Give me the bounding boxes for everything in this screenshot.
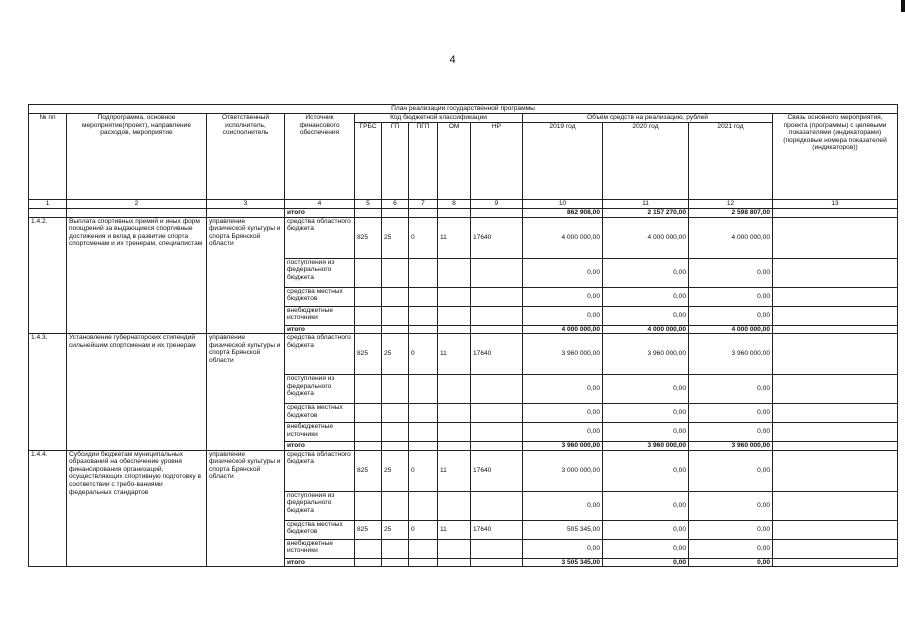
amount-2021: 0,00 (689, 375, 773, 404)
gp-cell (382, 375, 409, 404)
amount-2020: 0,00 (603, 539, 689, 558)
nr-cell: 17640 (471, 450, 523, 491)
column-number-cell: 9 (471, 200, 523, 209)
plan-title: План реализации государственной программы (29, 105, 898, 114)
funding-source: поступления из федерального бюджета (285, 258, 355, 287)
plan-table (28, 104, 898, 567)
amount-2020: 0,00 (603, 258, 689, 287)
amount-2021: 0,00 (689, 450, 773, 491)
amount-2021: 0,00 (689, 520, 773, 539)
pgp-cell: 0 (409, 450, 438, 491)
column-numbers-row (29, 200, 898, 209)
indicator-link-cell (773, 325, 898, 334)
summary-top-label: итого (285, 209, 355, 218)
empty-code-cell (355, 558, 382, 567)
grbs-cell (355, 491, 382, 520)
funding-source: средства областного бюджета (285, 217, 355, 258)
column-number-cell: 4 (285, 200, 355, 209)
empty-code-cell (409, 558, 438, 567)
pgp-cell (409, 539, 438, 558)
amount-2020: 0,00 (603, 404, 689, 423)
funding-row (29, 334, 898, 375)
om-cell: 11 (438, 217, 471, 258)
nr-cell (471, 491, 523, 520)
om-cell (438, 375, 471, 404)
gp-cell: 25 (382, 217, 409, 258)
nr-cell: 17640 (471, 217, 523, 258)
indicator-link-cell (773, 520, 898, 539)
total-2019: 3 960 000,00 (523, 442, 603, 451)
gp-cell (382, 491, 409, 520)
amount-2020: 0,00 (603, 491, 689, 520)
col-grbs-header: ГРБС (355, 123, 382, 200)
gp-cell: 25 (382, 520, 409, 539)
column-number-cell: 12 (689, 200, 773, 209)
section-executor: управление физической культуры и спорта Брянской области (207, 334, 285, 451)
amount-2019: 0,00 (523, 258, 603, 287)
nr-cell (471, 539, 523, 558)
gp-cell (382, 287, 409, 306)
om-cell (438, 287, 471, 306)
empty-code-cell (382, 558, 409, 567)
total-2020: 4 000 000,00 (603, 325, 689, 334)
gp-cell (382, 404, 409, 423)
indicator-link-cell (773, 306, 898, 325)
section-total-label: итого (285, 325, 355, 334)
amount-2021: 4 000 000,00 (689, 217, 773, 258)
amount-2019: 3 960 000,00 (523, 334, 603, 375)
col-2019-header: 2019 год (523, 123, 603, 200)
page-number: 4 (449, 54, 456, 66)
om-cell: 11 (438, 334, 471, 375)
section-executor: управление физической культуры и спорта Брянской области (207, 450, 285, 567)
indicator-link-cell (773, 539, 898, 558)
empty-code-cell (382, 442, 409, 451)
gp-cell: 25 (382, 334, 409, 375)
empty-code-cell (409, 325, 438, 334)
column-number-cell: 11 (603, 200, 689, 209)
total-2021: 0,00 (689, 558, 773, 567)
grbs-cell (355, 306, 382, 325)
grbs-cell (355, 258, 382, 287)
section-total-label: итого (285, 442, 355, 451)
amount-2021: 0,00 (689, 306, 773, 325)
om-cell (438, 491, 471, 520)
col-gp-header: ГП (382, 123, 409, 200)
col-program-header: Подпрограмма, основное мероприятие(проект), направление расходов, мероприятие (67, 114, 207, 200)
om-cell (438, 423, 471, 442)
amount-2020: 0,00 (603, 287, 689, 306)
section-total-label: итого (285, 558, 355, 567)
pgp-cell (409, 404, 438, 423)
section-executor: управление физической культуры и спорта Брянской области (207, 217, 285, 334)
grbs-cell: 825 (355, 520, 382, 539)
summary-top-2019: 862 908,00 (523, 209, 603, 218)
om-cell: 11 (438, 520, 471, 539)
amount-2021: 0,00 (689, 491, 773, 520)
amount-2021: 0,00 (689, 287, 773, 306)
funding-source: поступления из федерального бюджета (285, 375, 355, 404)
amount-2020: 0,00 (603, 423, 689, 442)
col-volume-header: Объём средств на реализацию, рублей (523, 114, 773, 123)
om-cell (438, 258, 471, 287)
indicator-link-cell (773, 217, 898, 258)
amount-2021: 0,00 (689, 404, 773, 423)
empty-code-cell (355, 325, 382, 334)
amount-2019: 0,00 (523, 539, 603, 558)
column-number-cell: 10 (523, 200, 603, 209)
om-cell (438, 404, 471, 423)
grbs-cell (355, 404, 382, 423)
nr-cell (471, 287, 523, 306)
empty-code-cell (471, 442, 523, 451)
column-number-cell: 1 (29, 200, 67, 209)
col-source-header: Источник финансового обеспечения (285, 114, 355, 200)
grbs-cell: 825 (355, 334, 382, 375)
pgp-cell (409, 491, 438, 520)
section-number: 1.4.3. (29, 334, 67, 451)
amount-2019: 0,00 (523, 306, 603, 325)
nr-cell: 17640 (471, 520, 523, 539)
summary-top-2020: 2 157 270,00 (603, 209, 689, 218)
pgp-cell (409, 306, 438, 325)
total-2019: 3 505 345,00 (523, 558, 603, 567)
nr-cell (471, 306, 523, 325)
indicator-link-cell (773, 442, 898, 451)
column-number-cell: 6 (382, 200, 409, 209)
amount-2019: 0,00 (523, 375, 603, 404)
funding-source: внебюджетные источники (285, 423, 355, 442)
col-link-header: Связь основного мероприятия, проекта (программы) с целевыми показателями (индикаторами) (порядковые номера показателей (индикаторов)) (773, 114, 898, 200)
col-pgp-header: ПГП (409, 123, 438, 200)
pgp-cell (409, 375, 438, 404)
section-number: 1.4.2. (29, 217, 67, 334)
amount-2019: 0,00 (523, 423, 603, 442)
empty-code-cell (471, 325, 523, 334)
funding-source: средства местных бюджетов (285, 520, 355, 539)
indicator-link-cell (773, 450, 898, 491)
amount-2019: 0,00 (523, 287, 603, 306)
col-budget-code-header: Код бюджетной классификации (355, 114, 523, 123)
amount-2021: 0,00 (689, 539, 773, 558)
column-number-cell: 2 (67, 200, 207, 209)
grbs-cell: 825 (355, 450, 382, 491)
pgp-cell: 0 (409, 520, 438, 539)
col-num-header: № пп (29, 114, 67, 200)
indicator-link-cell (773, 287, 898, 306)
grbs-cell: 825 (355, 217, 382, 258)
amount-2021: 3 960 000,00 (689, 334, 773, 375)
funding-row (29, 450, 898, 491)
empty-code-cell (382, 325, 409, 334)
amount-2020: 0,00 (603, 450, 689, 491)
gp-cell (382, 423, 409, 442)
amount-2019: 505 345,00 (523, 520, 603, 539)
col-2020-header: 2020 год (603, 123, 689, 200)
total-2020: 3 960 000,00 (603, 442, 689, 451)
column-number-cell: 5 (355, 200, 382, 209)
indicator-link-cell (773, 375, 898, 404)
pgp-cell (409, 287, 438, 306)
column-number-cell: 3 (207, 200, 285, 209)
funding-source: внебюджетные источники (285, 306, 355, 325)
column-number-cell: 13 (773, 200, 898, 209)
indicator-link-cell (773, 491, 898, 520)
col-nr-header: НР (471, 123, 523, 200)
nr-cell (471, 404, 523, 423)
funding-source: средства областного бюджета (285, 334, 355, 375)
col-2021-header: 2021 год (689, 123, 773, 200)
gp-cell (382, 306, 409, 325)
om-cell: 11 (438, 450, 471, 491)
total-2021: 4 000 000,00 (689, 325, 773, 334)
amount-2019: 0,00 (523, 404, 603, 423)
grbs-cell (355, 375, 382, 404)
amount-2020: 0,00 (603, 306, 689, 325)
column-number-cell: 7 (409, 200, 438, 209)
column-number-cell: 8 (438, 200, 471, 209)
empty-code-cell (438, 325, 471, 334)
amount-2020: 3 960 000,00 (603, 334, 689, 375)
total-2019: 4 000 000,00 (523, 325, 603, 334)
gp-cell (382, 539, 409, 558)
gp-cell (382, 258, 409, 287)
indicator-link-cell (773, 423, 898, 442)
grbs-cell (355, 539, 382, 558)
total-2021: 3 960 000,00 (689, 442, 773, 451)
funding-source: средства местных бюджетов (285, 287, 355, 306)
amount-2020: 0,00 (603, 375, 689, 404)
funding-source: средства местных бюджетов (285, 404, 355, 423)
empty-code-cell (355, 442, 382, 451)
nr-cell (471, 375, 523, 404)
pgp-cell (409, 258, 438, 287)
funding-source: поступления из федерального бюджета (285, 491, 355, 520)
summary-top-row (29, 209, 898, 218)
section-number: 1.4.4. (29, 450, 67, 567)
indicator-link-cell (773, 404, 898, 423)
amount-2019: 0,00 (523, 491, 603, 520)
empty-code-cell (471, 558, 523, 567)
total-2020: 0,00 (603, 558, 689, 567)
nr-cell (471, 258, 523, 287)
section-name: Выплата спортивных премий и иных форм поощрений за выдающиеся спортивные достижения и вклад в развитие спорта спортсменам и их тренерам, специалистам (67, 217, 207, 334)
amount-2019: 4 000 000,00 (523, 217, 603, 258)
om-cell (438, 539, 471, 558)
amount-2021: 0,00 (689, 423, 773, 442)
section-name: Установление губернаторских стипендий сильнейшим спортсменам и их тренерам (67, 334, 207, 451)
grbs-cell (355, 423, 382, 442)
amount-2021: 0,00 (689, 258, 773, 287)
indicator-link-cell (773, 558, 898, 567)
nr-cell: 17640 (471, 334, 523, 375)
page-edge-mark (901, 0, 905, 12)
empty-code-cell (438, 442, 471, 451)
amount-2020: 4 000 000,00 (603, 217, 689, 258)
indicator-link-cell (773, 334, 898, 375)
pgp-cell (409, 423, 438, 442)
col-executor-header: Ответственный исполнитель, соисполнитель (207, 114, 285, 200)
amount-2020: 0,00 (603, 520, 689, 539)
indicator-link-cell (773, 258, 898, 287)
funding-source: средства областного бюджета (285, 450, 355, 491)
funding-source: внебюджетные источники (285, 539, 355, 558)
funding-row (29, 217, 898, 258)
empty-code-cell (409, 442, 438, 451)
nr-cell (471, 423, 523, 442)
col-om-header: ОМ (438, 123, 471, 200)
pgp-cell: 0 (409, 217, 438, 258)
amount-2019: 3 000 000,00 (523, 450, 603, 491)
grbs-cell (355, 287, 382, 306)
section-name: Субсидии бюджетам муниципальных образований на обеспечение уровня финансирования организаций, осуществляющих спортивную подготовку в соответствии с требо-ваниями федеральных стандартов (67, 450, 207, 567)
pgp-cell: 0 (409, 334, 438, 375)
empty-code-cell (438, 558, 471, 567)
summary-top-2021: 2 598 807,00 (689, 209, 773, 218)
om-cell (438, 306, 471, 325)
gp-cell: 25 (382, 450, 409, 491)
